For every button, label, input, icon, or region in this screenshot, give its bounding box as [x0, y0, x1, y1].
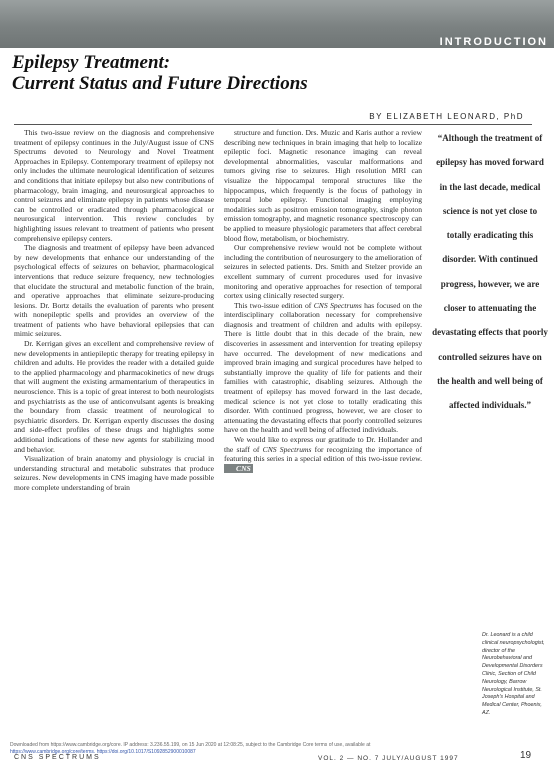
section-label: INTRODUCTION: [439, 36, 548, 48]
divider-rule: [14, 124, 532, 125]
page-number: 19: [520, 750, 532, 761]
paragraph: [224, 301, 422, 435]
paragraph-text: for recognizing the importance of featuring this series in a special edition of this two-issue review.: [224, 444, 423, 464]
paragraph-text: This two-issue edition of: [234, 300, 314, 310]
paragraph: Visualization of brain anatomy and physiology is crucial in understanding structural and metabolic substrates that produce seizures. New developments in CNS imaging have made possible more complete understanding of brain: [14, 454, 214, 492]
paragraph: [224, 435, 422, 473]
article-title: [12, 52, 532, 94]
end-mark: CNS: [224, 464, 253, 474]
header-bar: [0, 0, 554, 48]
paragraph-text: We would like to express our gratitude to Dr. Hollander and the staff of: [224, 435, 422, 454]
paragraph: structure and function. Drs. Muzic and Karis author a review describing new techniques in brain imaging that help to localize epileptic foci. Magnetic resonance imaging can reveal developmental abnormalities, vascular malformations and tumors giving rise to seizures. High resolution MRI can visualize the hippocampal temporal structures like the hippocampus, which frequently is the focus of pathology in temporal lobe epilepsy. Functional imaging employing modalities such as positron emission tomography, single photon emission tomography, and magnetic resonance spectroscopy can be applied to measure physiologic parameters that affect cerebral blood flow, metabolism, or biochemistry.: [224, 128, 422, 243]
byline: BY ELIZABETH LEONARD, PhD: [369, 112, 524, 121]
title-line-2: Current Status and Future Directions: [12, 73, 308, 94]
paragraph-text: has focused on the interdisciplinary collaboration necessary for comprehensive diagnosis and treatment of children and adults with epilepsy. There is little doubt that in this decade of the brain, new discoveries in assessment and intervention for treating epilepsy have occurred. The development of new medications and improved brain imaging and surgical procedures have helped to substantially improve the quality of life for patients and their families with catastrophic, disabling seizures. Although the treatment of epilepsy has moved forward in the last decade, medical science is not yet close to totally eradicating this disorder. With continued progress, however, we are closer to attenuating the devastating effects that poorly controlled seizures have on the health and well being of affected individuals.: [224, 300, 422, 435]
footer-journal: CNS SPECTRUMS: [14, 754, 101, 761]
journal-name: CNS Spectrums: [313, 300, 362, 310]
author-note: Dr. Leonard is a child clinical neuropsychologist, director of the Neurobehavioral and Developmental Disorders Clinic, Section of Child Neurology, Barrow Neurological Institute, St. Joseph's Hospital and Medical Center, Phoenix, AZ.: [482, 632, 545, 716]
download-notice-link[interactable]: https://www.cambridge.org/core/terms. https://doi.org/10.1017/S1092852900010087: [10, 749, 196, 755]
paragraph: Dr. Kerrigan gives an excellent and comprehensive review of new developments in antiepileptic therapy for treating epilepsy in children and adults. He provides the reader with a detailed guide to the applied pharmacology and pharmacokinetics of new drugs that will augment the existing armamentarium of therapeutics in neuroscience. This is a topic of great interest to both neurologists and psychiatrists as the use of anticonvulsant agents is breaking the boundary from classic treatment of neurological to psychiatric disorders. Dr. Kerrigan expertly discusses the dosing and side-effect profiles of these drugs and highlights some additional indications of these new agents for stabilizing mood and behavior.: [14, 339, 214, 454]
paragraph: The diagnosis and treatment of epilepsy have been advanced by new developments that enhance our understanding of the psychological effects of seizures on behavior, pharmacological interventions that reduce seizure frequency, new technologies that elucidate the structural and metabolic function of the brain, and operative approaches that eliminate seizure-producing lesions. Dr. Bortz details the evaluation of parents who present with nonepileptic spells and provides an overview of the treatment of patients who have behavioral epilepsies that can mimic seizures.: [14, 243, 214, 339]
paragraph: Our comprehensive review would not be complete without including the contribution of neurosurgery to the amelioration of seizures in selected patients. Drs. Smith and Stelzer provide an excellent summary of current procedures used for invasive monitoring and operative approaches for resection of temporal cortex using clinically resected surgery.: [224, 243, 422, 301]
download-notice-line: Downloaded from https://www.cambridge.org/core. IP address: 3.236.55.199, on 15 Jun 2020 at 12:08:25, subject to the Cambridge Core terms of use, available at: [10, 742, 371, 748]
body-column-2: [224, 128, 422, 473]
footer-issue: VOL. 2 — NO. 7 JULY/AUGUST 1997: [318, 755, 459, 762]
body-column-1: [14, 128, 214, 493]
paragraph: This two-issue review on the diagnosis and comprehensive treatment of epilepsy continues in the July/August issue of CNS Spectrums devoted to Neurology and Novel Treatment Approaches in Epilepsy. Contemporary treatment of epilepsy not only includes the ultimate neurological identification of seizures and conditions that initiate epilepsy but also new contributions of pharmacology, brain imaging, and neurosurgical approaches to control seizures and eliminate epilepsy in patients whose disease can be controlled or eradicated through pharmacological or neurosurgical intervention. This review concludes by highlighting issues relevant to treatment of patients who present comprehensive epilepsy centers.: [14, 128, 214, 243]
pull-quote: “Although the treatment of epilepsy has moved forward in the last decade, medical science is not yet close to totally eradicating this disorder. With continued progress, however, we are closer to attenuating the devastating effects that poorly controlled seizures have on the health and well being of affected individuals.”: [432, 133, 548, 411]
title-line-1: Epilepsy Treatment:: [12, 52, 171, 73]
journal-name: CNS Spectrums: [262, 444, 312, 454]
